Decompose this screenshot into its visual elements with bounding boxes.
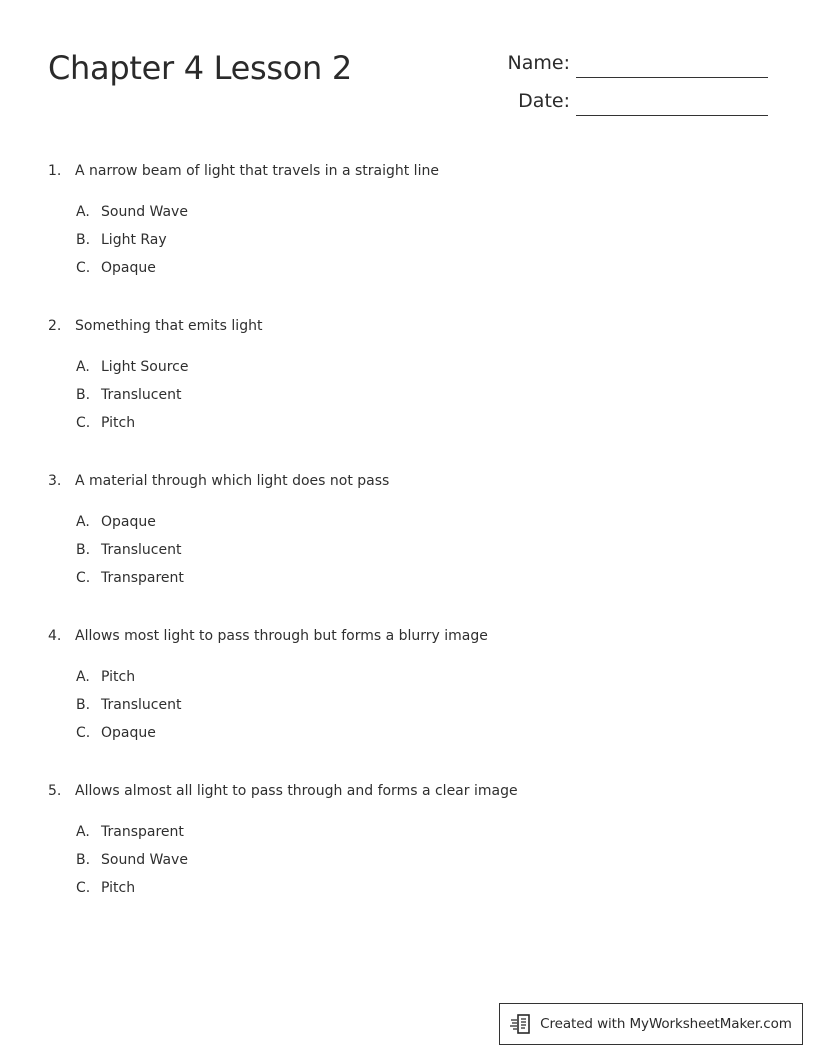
question-text: A material through which light does not pass xyxy=(75,473,390,489)
date-field xyxy=(518,86,768,116)
option-text: Pitch xyxy=(101,669,136,685)
worksheet-maker-logo-icon xyxy=(510,1012,534,1036)
answer-option[interactable] xyxy=(76,508,768,536)
date-blank-line[interactable] xyxy=(576,87,768,116)
question-text: A narrow beam of light that travels in a straight line xyxy=(75,163,439,179)
question-text: Allows almost all light to pass through and forms a clear image xyxy=(75,783,518,799)
option-letter: A. xyxy=(76,204,90,220)
footer-badge[interactable] xyxy=(499,1003,803,1045)
answer-option[interactable] xyxy=(76,381,768,409)
answer-options xyxy=(48,508,768,592)
answer-option[interactable] xyxy=(76,663,768,691)
question-number: 5. xyxy=(48,783,62,799)
question-list xyxy=(48,158,768,933)
answer-options xyxy=(48,353,768,437)
answer-option[interactable] xyxy=(76,818,768,846)
option-letter: C. xyxy=(76,260,91,276)
option-text: Transparent xyxy=(101,570,184,586)
answer-option[interactable] xyxy=(76,536,768,564)
option-letter: C. xyxy=(76,415,91,431)
answer-option[interactable] xyxy=(76,719,768,747)
option-letter: C. xyxy=(76,725,91,741)
answer-option[interactable] xyxy=(76,226,768,254)
option-text: Opaque xyxy=(101,514,156,530)
date-label: Date: xyxy=(518,90,570,112)
option-letter: C. xyxy=(76,880,91,896)
option-text: Sound Wave xyxy=(101,852,188,868)
question-stem xyxy=(48,158,768,184)
question-5 xyxy=(48,778,768,902)
question-1 xyxy=(48,158,768,282)
question-text: Something that emits light xyxy=(75,318,263,334)
option-letter: A. xyxy=(76,669,90,685)
name-field xyxy=(508,48,768,78)
option-letter: B. xyxy=(76,232,91,248)
answer-option[interactable] xyxy=(76,691,768,719)
name-blank-line[interactable] xyxy=(576,49,768,78)
page-title: Chapter 4 Lesson 2 xyxy=(48,49,352,87)
option-text: Translucent xyxy=(101,387,182,403)
option-text: Pitch xyxy=(101,880,136,896)
answer-options xyxy=(48,818,768,902)
option-letter: A. xyxy=(76,514,90,530)
question-2 xyxy=(48,313,768,437)
question-number: 1. xyxy=(48,163,62,179)
answer-option[interactable] xyxy=(76,353,768,381)
option-text: Translucent xyxy=(101,542,182,558)
option-text: Light Source xyxy=(101,359,189,375)
option-text: Light Ray xyxy=(101,232,167,248)
option-letter: A. xyxy=(76,824,90,840)
answer-option[interactable] xyxy=(76,564,768,592)
option-letter: B. xyxy=(76,542,91,558)
question-stem xyxy=(48,313,768,339)
question-stem xyxy=(48,623,768,649)
option-text: Translucent xyxy=(101,697,182,713)
option-letter: A. xyxy=(76,359,90,375)
option-letter: C. xyxy=(76,570,91,586)
question-number: 3. xyxy=(48,473,62,489)
name-label: Name: xyxy=(507,52,570,74)
option-letter: B. xyxy=(76,387,91,403)
option-text: Pitch xyxy=(101,415,136,431)
footer-text: Created with MyWorksheetMaker.com xyxy=(540,1016,792,1032)
option-letter: B. xyxy=(76,697,91,713)
question-number: 4. xyxy=(48,628,62,644)
answer-option[interactable] xyxy=(76,198,768,226)
answer-option[interactable] xyxy=(76,846,768,874)
question-stem xyxy=(48,778,768,804)
option-text: Opaque xyxy=(101,260,156,276)
question-number: 2. xyxy=(48,318,62,334)
option-text: Sound Wave xyxy=(101,204,188,220)
option-text: Transparent xyxy=(101,824,184,840)
answer-option[interactable] xyxy=(76,254,768,282)
question-text: Allows most light to pass through but forms a blurry image xyxy=(75,628,488,644)
answer-options xyxy=(48,198,768,282)
answer-option[interactable] xyxy=(76,874,768,902)
question-4 xyxy=(48,623,768,747)
answer-options xyxy=(48,663,768,747)
question-stem xyxy=(48,468,768,494)
answer-option[interactable] xyxy=(76,409,768,437)
option-text: Opaque xyxy=(101,725,156,741)
option-letter: B. xyxy=(76,852,91,868)
question-3 xyxy=(48,468,768,592)
